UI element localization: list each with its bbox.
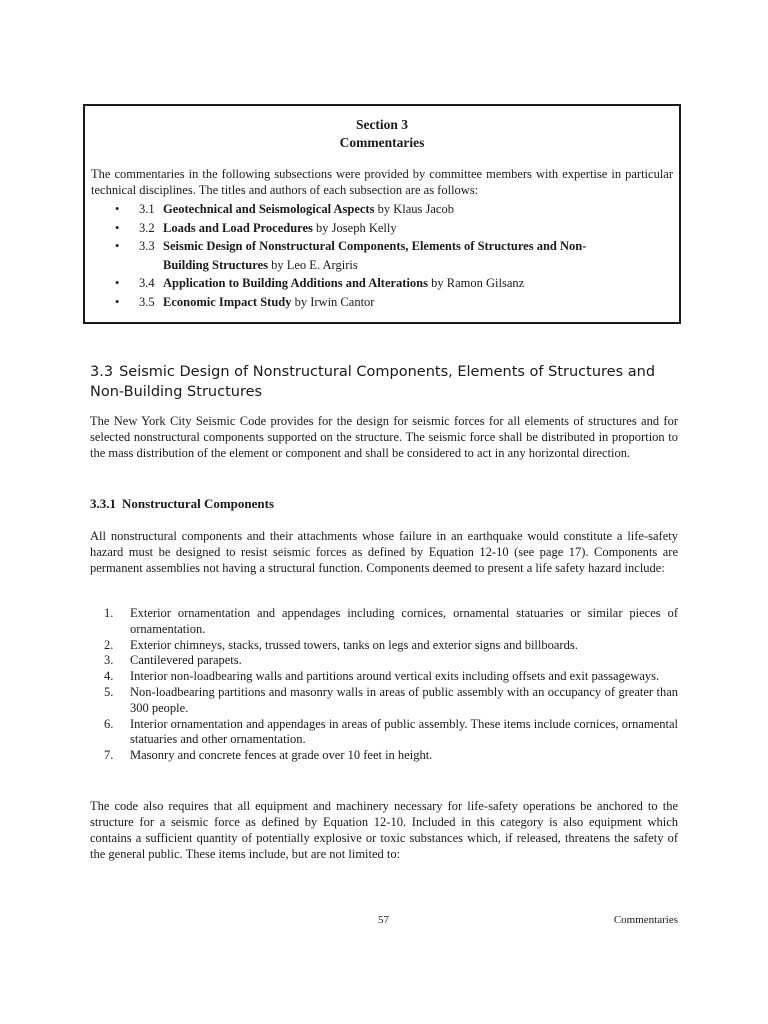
- subsection-title: Nonstructural Components: [122, 496, 275, 511]
- subsection-list: [91, 200, 673, 311]
- subsection-heading: [90, 496, 274, 512]
- box-intro-text: The commentaries in the following subsections were provided by committee members with expertise in particular technical disciplines. The titles and authors of each subsection are as follows:: [91, 167, 673, 197]
- list-item: 5. Non-loadbearing partitions and masonry walls in areas of public assembly with an occupancy of greater than 300 people.: [104, 684, 678, 715]
- components-paragraph: All nonstructural components and their attachments whose failure in an earthquake would constitute a life-safety hazard must be designed to resist seismic forces as defined by Equation 12-10 (see page 17). Components are permanent assemblies not having a structural function. Components deemed to present a life safety hazard include:: [90, 529, 678, 575]
- list-item: 2. Exterior chimneys, stacks, trussed towers, tanks on legs and exterior signs and billboards.: [104, 637, 578, 652]
- box-section-title: Commentaries: [339, 135, 425, 150]
- section-number: 3.3: [90, 364, 114, 380]
- section-intro-paragraph: The New York City Seismic Code provides for the design for seismic forces for all elements of structures and for selected nonstructural components supported on the structure. The seismic force shall be distributed in proportion to the mass distribution of the element or component and shall be considered to act in any horizontal direction.: [90, 414, 678, 460]
- bullet-icon: •: [115, 276, 120, 290]
- hazard-components-list: [104, 606, 678, 764]
- subsection-item: • 3.4 Application to Building Additions and Alterations by Ramon Gilsanz: [115, 274, 673, 293]
- section-title: Seismic Design of Nonstructural Components, Elements of Structures and Non-Building Structures: [90, 364, 656, 400]
- box-section-label: Section 3: [355, 117, 409, 132]
- list-item: 4. Interior non-loadbearing walls and partitions around vertical exits including offsets and exit passageways.: [104, 669, 660, 684]
- subsection-item: • 3.5 Economic Impact Study by Irwin Cantor: [115, 293, 673, 312]
- subsection-item: • 3.1 Geotechnical and Seismological Aspects by Klaus Jacob: [115, 200, 673, 219]
- page-number: 57: [378, 914, 389, 926]
- list-item: 6. Interior ornamentation and appendages in areas of public assembly. These items include cornices, ornamental statuaries and other ornamentation.: [104, 716, 678, 747]
- bullet-icon: •: [115, 220, 120, 235]
- list-item: 1. Exterior ornamentation and appendages including cornices, ornamental statuaries or similar pieces of ornamentation.: [104, 606, 678, 636]
- section-heading: [90, 362, 686, 402]
- bullet-icon: •: [115, 294, 120, 309]
- subsection-item: • 3.3 Seismic Design of Nonstructural Components, Elements of Structures and Non- Building Structures by Leo E. Argiris: [115, 239, 587, 272]
- equipment-paragraph: The code also requires that all equipment and machinery necessary for life-safety operations be anchored to the structure for a seismic force as defined by Equation 12-10. Included in this category is also equipment which contains a sufficient quantity of potentially explosive or toxic substances which, if released, threatens the safety of the general public. These items include, but are not limited to:: [90, 799, 678, 861]
- bullet-icon: •: [115, 239, 120, 253]
- running-footer-title: Commentaries: [613, 914, 678, 926]
- section-summary-box: [83, 104, 681, 324]
- list-item: 3. Cantilevered parapets.: [104, 653, 242, 668]
- list-item: 7. Masonry and concrete fences at grade over 10 feet in height.: [104, 748, 433, 763]
- bullet-icon: •: [115, 202, 120, 216]
- subsection-number: 3.3.1: [90, 496, 116, 511]
- subsection-item: • 3.2 Loads and Load Procedures by Joseph Kelly: [115, 219, 673, 238]
